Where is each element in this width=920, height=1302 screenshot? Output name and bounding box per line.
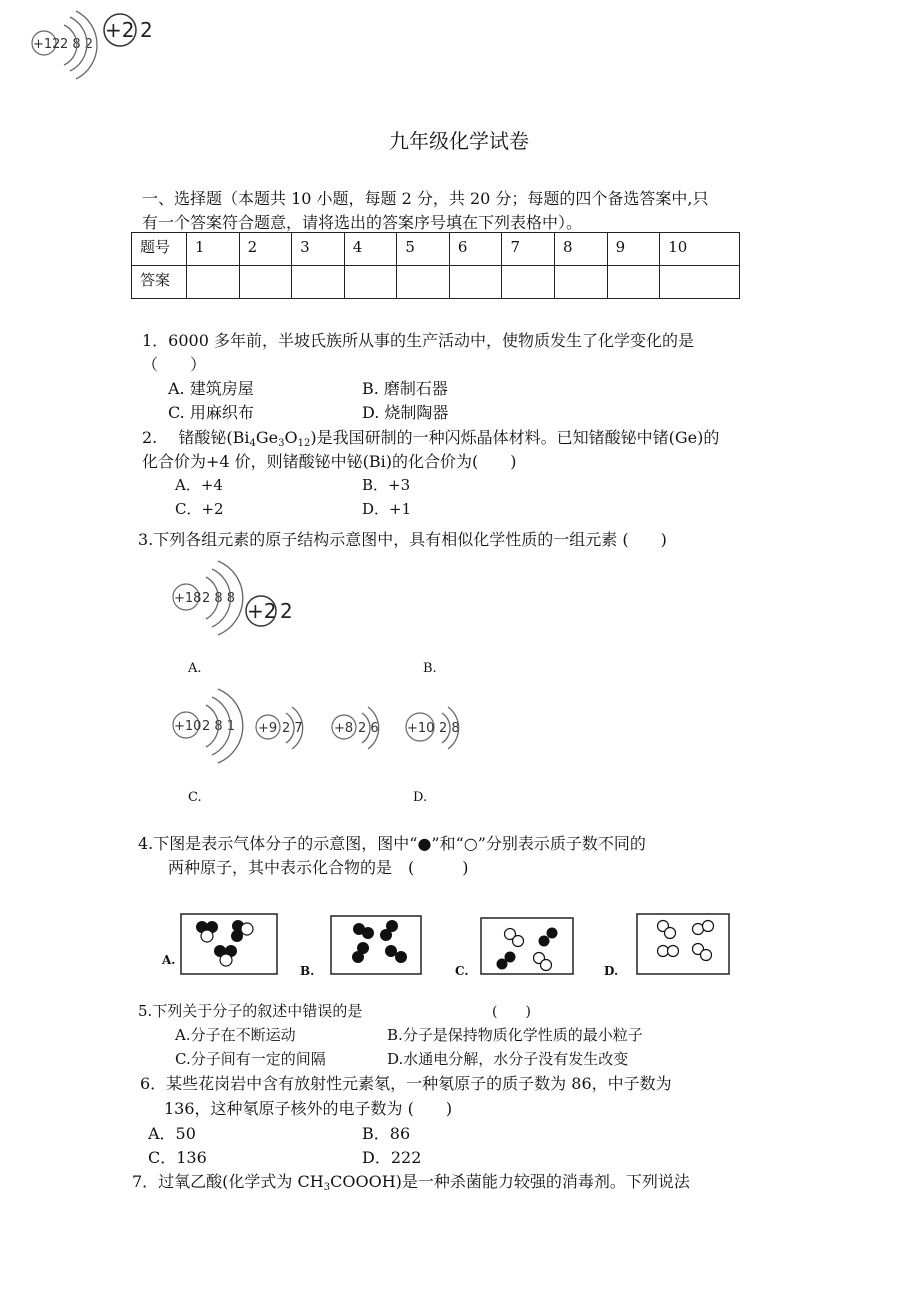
q6-option-b: B．86 [362, 1124, 411, 1143]
q2-sub3: 12 [297, 438, 311, 449]
table-number-cell: 8 [555, 233, 608, 266]
q3-atom-a1-nucleus: +18 [174, 591, 202, 606]
top-atom-mg [28, 5, 98, 85]
answer-table-answer-row [132, 266, 740, 299]
q1-option-b: B. 磨制石器 [362, 379, 448, 398]
q4-stem-line1: 4.下图是表示气体分子的示意图，图中“●”和“○”分别表示质子数不同的 [138, 834, 646, 853]
table-number-cell: 7 [502, 233, 555, 266]
q5-option-b: B.分子是保持物质化学性质的最小粒子 [387, 1026, 643, 1044]
q3-atom-a2-nucleus: +2 [247, 599, 277, 623]
answer-cell[interactable] [607, 266, 660, 299]
top-atom-mg-shells: 2 8 2 [60, 37, 94, 52]
q5-paren: ( ) [492, 1004, 531, 1020]
q3-atom-d1-shells: 2 6 [358, 721, 379, 736]
q3-atom-a2-shells: 2 [280, 599, 293, 623]
q1-stem-line2: （ ） [142, 355, 207, 374]
q2-option-b: B．+3 [362, 476, 411, 494]
q3-atom-d1-nucleus: +8 [334, 721, 354, 736]
table-header-number: 题号 [132, 233, 187, 266]
answer-table-number-row [132, 233, 740, 266]
table-number-cell: 1 [187, 233, 240, 266]
q5-option-d: D.水通电分解，水分子没有发生改变 [387, 1050, 629, 1068]
q3-label-d: D. [413, 790, 428, 805]
q2-stem-line2: 化合价为+4 价，则锗酸铋中铋(Bi)的化合价为( ) [142, 452, 517, 471]
q7-before: 7．过氧乙酸(化学式为 CH [132, 1172, 324, 1191]
table-number-cell: 4 [344, 233, 397, 266]
answer-cell[interactable] [397, 266, 450, 299]
q2-stem-line1 [142, 425, 719, 448]
q3-atom-c1 [168, 685, 238, 770]
q4-label-d: D. [604, 964, 619, 978]
table-number-cell: 9 [607, 233, 660, 266]
q7-after: COOOH)是一种杀菌能力较强的消毒剂。下列说法 [330, 1172, 690, 1191]
q3-atom-a1-shells: 2 8 8 [202, 591, 236, 606]
table-header-answer: 答案 [132, 266, 187, 299]
q3-atom-d2-shells: 2 8 [439, 721, 460, 736]
q4-molecule-box-a [180, 913, 278, 975]
answer-cell[interactable] [187, 266, 240, 299]
q6-option-d: D．222 [362, 1148, 422, 1167]
q3-atom-c1-nucleus: +10 [174, 719, 202, 734]
q1-stem-line1: 1．6000 多年前，半坡氏族所从事的生产活动中，使物质发生了化学变化的是 [142, 331, 694, 350]
q4-stem-line2: 两种原子，其中表示化合物的是 ( ) [168, 858, 469, 877]
top-atom-he-nucleus: +2 [105, 18, 135, 42]
q1-option-a: A. 建筑房屋 [168, 379, 254, 398]
answer-cell[interactable] [292, 266, 345, 299]
q2-sub1: 4 [249, 438, 256, 449]
q4-label-a: A. [162, 953, 176, 967]
answer-cell[interactable] [344, 266, 397, 299]
top-atom-mg-nucleus: +12 [33, 37, 61, 52]
q2-name-before: 锗酸铋(Bi [178, 428, 250, 447]
q3-label-c: C. [188, 790, 202, 805]
q3-atom-d2 [402, 705, 472, 755]
q3-atom-c2-shells: 2 7 [282, 721, 303, 736]
q3-label-b: B. [423, 661, 437, 676]
top-atom-he-shells: 2 [140, 18, 153, 42]
q6-stem-line2: 136，这种氡原子核外的电子数为 ( ) [164, 1099, 453, 1118]
q7-stem [132, 1169, 690, 1192]
answer-table [131, 232, 740, 299]
table-number-cell: 10 [660, 233, 740, 266]
q2-option-d: D．+1 [362, 500, 412, 518]
answer-cell[interactable] [449, 266, 502, 299]
q4-molecule-box-c [480, 917, 574, 975]
q1-option-c: C. 用麻织布 [168, 403, 254, 422]
q4-molecule-box-d [636, 913, 730, 975]
q4-molecule-box-b [330, 915, 422, 975]
q3-atom-d1 [328, 705, 388, 755]
q3-atom-a1 [168, 555, 238, 640]
answer-cell[interactable] [660, 266, 740, 299]
q2-mid2: O [284, 428, 298, 447]
q6-stem-line1: 6．某些花岗岩中含有放射性元素氡，一种氡原子的质子数为 86，中子数为 [140, 1074, 672, 1093]
table-number-cell: 3 [292, 233, 345, 266]
q3-atom-a2 [243, 594, 303, 634]
q5-option-a: A.分子在不断运动 [175, 1026, 296, 1044]
q3-atom-c1-shells: 2 8 1 [202, 719, 236, 734]
table-number-cell: 6 [449, 233, 502, 266]
q3-atom-c2 [252, 705, 312, 755]
q3-stem: 3.下列各组元素的原子结构示意图中，具有相似化学性质的一组元素 ( ) [138, 530, 667, 549]
q7-sub: 3 [323, 1182, 331, 1193]
q2-option-c: C．+2 [175, 500, 224, 518]
table-number-cell: 5 [397, 233, 450, 266]
top-atom-he [100, 12, 160, 52]
answer-cell[interactable] [502, 266, 555, 299]
q6-option-c: C．136 [148, 1148, 207, 1167]
q6-option-a: A．50 [148, 1124, 196, 1143]
q2-sub2: 3 [278, 438, 285, 449]
q2-option-a: A．+4 [175, 476, 223, 494]
section1-heading-line2: 有一个答案符合题意，请将选出的答案序号填在下列表格中）。 [142, 213, 583, 232]
q5-stem: 5.下列关于分子的叙述中错误的是 [138, 1002, 363, 1020]
section1-heading-line1: 一、选择题（本题共 10 小题，每题 2 分，共 20 分；每题的四个备选答案中,只 [142, 189, 709, 208]
q3-label-a: A. [188, 661, 202, 676]
q2-mid1: Ge [255, 428, 279, 447]
answer-cell[interactable] [555, 266, 608, 299]
q4-label-b: B. [300, 964, 315, 978]
answer-cell[interactable] [239, 266, 292, 299]
q1-option-d: D. 烧制陶器 [362, 403, 449, 422]
q3-atom-d2-nucleus: +10 [407, 721, 435, 736]
exam-title: 九年级化学试卷 [389, 129, 529, 153]
q2-number: 2. [142, 428, 158, 447]
q4-label-c: C. [455, 964, 469, 978]
q5-option-c: C.分子间有一定的间隔 [175, 1050, 326, 1068]
q2-name-after: )是我国研制的一种闪烁晶体材料。已知锗酸铋中锗(Ge)的 [310, 428, 720, 447]
table-number-cell: 2 [239, 233, 292, 266]
q3-atom-c2-nucleus: +9 [258, 721, 278, 736]
